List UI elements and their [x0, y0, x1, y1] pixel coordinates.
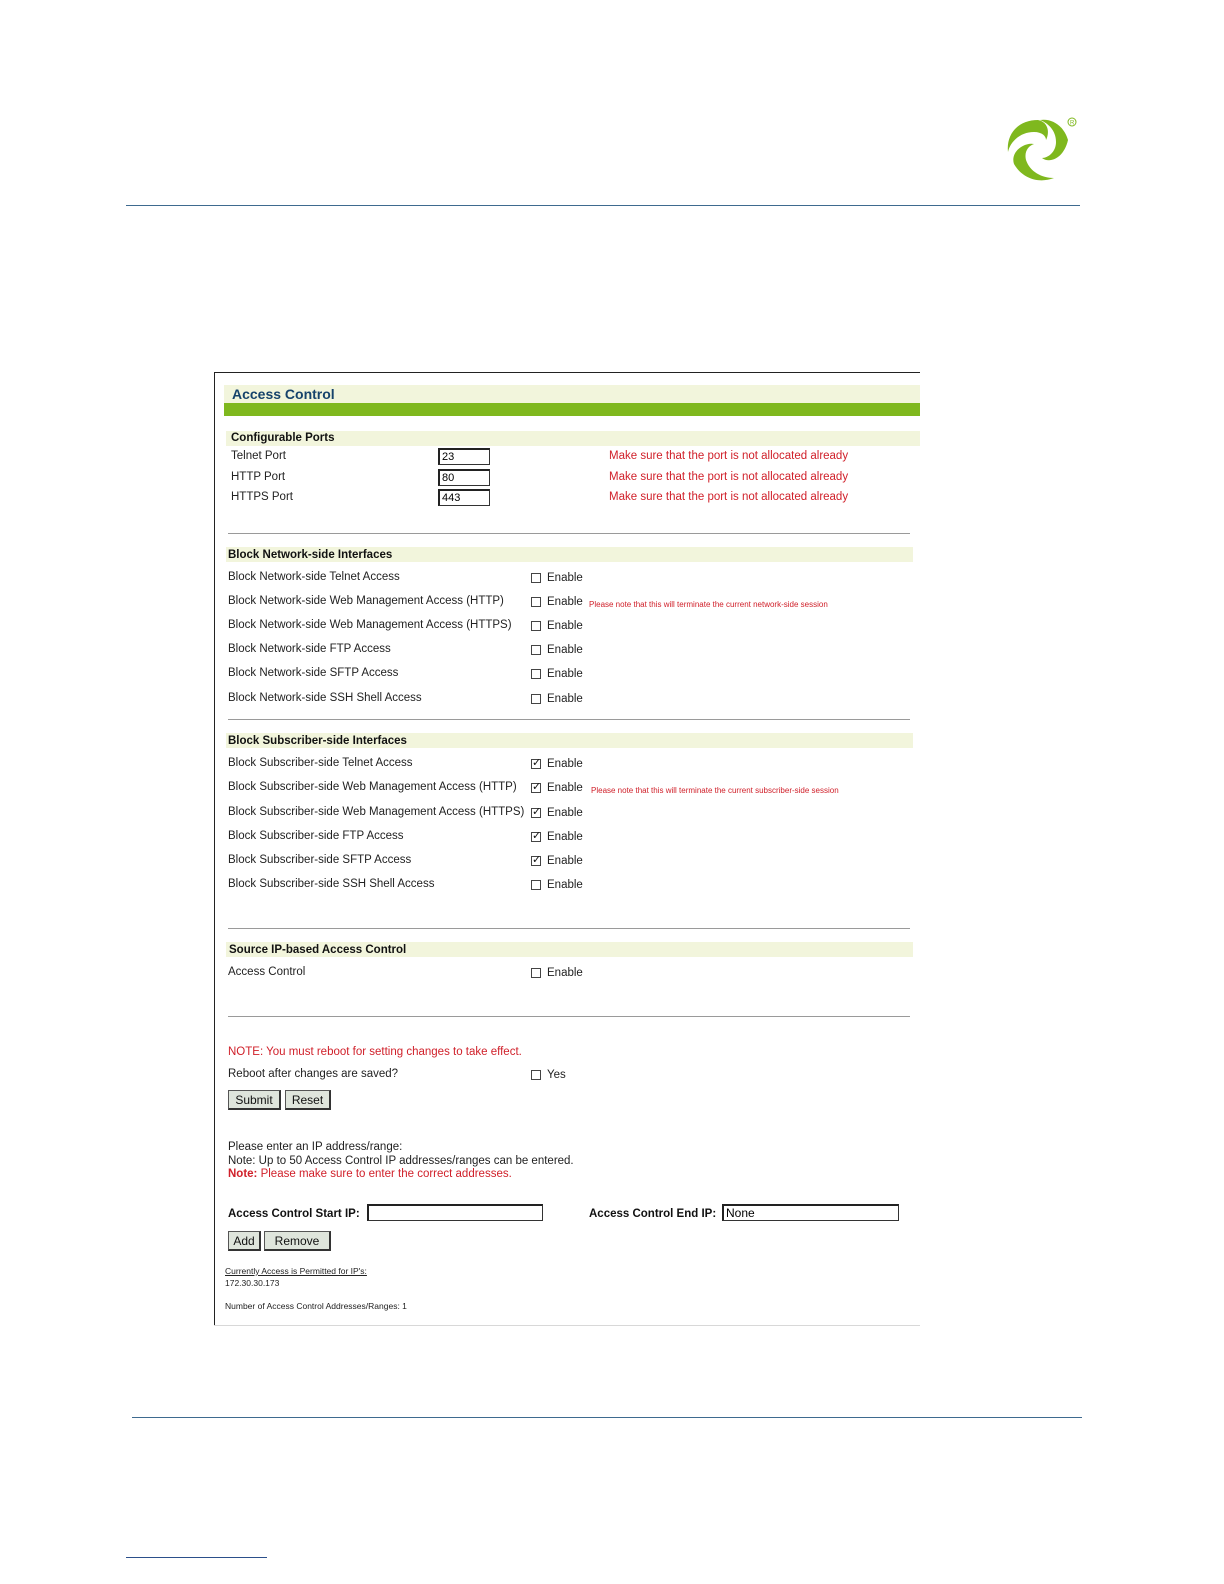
- section-heading-subscriber: Block Subscriber-side Interfaces: [228, 735, 407, 747]
- reboot-note: NOTE: You must reboot for setting changes to take effect.: [228, 1046, 522, 1058]
- net-sftp-checkbox[interactable]: [531, 669, 541, 679]
- telnet-port-input[interactable]: [438, 448, 490, 465]
- net-ftp-option: Enable: [547, 644, 583, 656]
- sub-sftp-checkbox[interactable]: [531, 856, 541, 866]
- section-divider: [228, 533, 910, 534]
- sub-https-option: Enable: [547, 807, 583, 819]
- sub-ftp-option: Enable: [547, 831, 583, 843]
- sub-http-note: Please note that this will terminate the current subscriber-side session: [591, 786, 839, 795]
- start-ip-input[interactable]: [367, 1204, 543, 1221]
- svg-text:R: R: [1070, 120, 1075, 127]
- sub-http-option: Enable: [547, 782, 583, 794]
- sub-ssh-option: Enable: [547, 879, 583, 891]
- access-control-option: Enable: [547, 967, 583, 979]
- net-telnet-option: Enable: [547, 572, 583, 584]
- section-heading-ports: Configurable Ports: [231, 432, 335, 444]
- header-rule: [126, 205, 1080, 206]
- submit-button[interactable]: Submit: [228, 1090, 281, 1110]
- ip-limit-note: Note: Up to 50 Access Control IP addresses/ranges can be entered.: [228, 1155, 574, 1167]
- net-ssh-checkbox[interactable]: [531, 694, 541, 704]
- remove-button[interactable]: Remove: [264, 1231, 331, 1251]
- net-https-option: Enable: [547, 620, 583, 632]
- title-accent-bar: [224, 403, 920, 416]
- section-divider: [228, 928, 910, 929]
- reboot-option: Yes: [547, 1069, 566, 1081]
- reboot-question: Reboot after changes are saved?: [228, 1068, 399, 1080]
- sub-sftp-label: Block Subscriber-side SFTP Access: [228, 854, 412, 866]
- net-ssh-label: Block Network-side SSH Shell Access: [228, 692, 422, 704]
- reboot-checkbox[interactable]: [531, 1070, 541, 1080]
- net-https-checkbox[interactable]: [531, 621, 541, 631]
- net-http-note: Please note that this will terminate the current network-side session: [589, 600, 828, 609]
- panel-border-bottom: [214, 1325, 920, 1326]
- net-ftp-label: Block Network-side FTP Access: [228, 643, 391, 655]
- end-ip-label: Access Control End IP:: [589, 1208, 717, 1220]
- net-http-label: Block Network-side Web Management Access (HTTP): [228, 595, 504, 607]
- permitted-heading: Currently Access is Permitted for IP's:: [225, 1266, 367, 1276]
- https-port-label: HTTPS Port: [231, 491, 293, 503]
- section-heading-network: Block Network-side Interfaces: [228, 549, 393, 561]
- swirl-logo-icon: [998, 112, 1082, 186]
- http-port-label: HTTP Port: [231, 471, 286, 483]
- panel-border-left: [214, 372, 215, 1326]
- ip-warning: [228, 1168, 512, 1180]
- sub-telnet-label: Block Subscriber-side Telnet Access: [228, 757, 413, 769]
- sub-sftp-option: Enable: [547, 855, 583, 867]
- section-divider: [228, 1016, 910, 1017]
- sub-http-checkbox[interactable]: [531, 783, 541, 793]
- footnote-rule: [126, 1557, 267, 1558]
- net-https-label: Block Network-side Web Management Access (HTTPS): [228, 619, 512, 631]
- http-port-input[interactable]: [438, 469, 490, 486]
- sub-telnet-option: Enable: [547, 758, 583, 770]
- https-port-input[interactable]: [438, 489, 490, 506]
- net-http-option: Enable: [547, 596, 583, 608]
- end-ip-input[interactable]: [722, 1204, 899, 1221]
- net-sftp-option: Enable: [547, 668, 583, 680]
- sub-ssh-checkbox[interactable]: [531, 880, 541, 890]
- sub-telnet-checkbox[interactable]: [531, 759, 541, 769]
- https-port-note: Make sure that the port is not allocated already: [609, 491, 849, 503]
- sub-ftp-checkbox[interactable]: [531, 832, 541, 842]
- start-ip-label: Access Control Start IP:: [228, 1208, 360, 1220]
- telnet-port-label: Telnet Port: [231, 450, 286, 462]
- http-port-note: Make sure that the port is not allocated already: [609, 471, 849, 483]
- net-ssh-option: Enable: [547, 693, 583, 705]
- net-ftp-checkbox[interactable]: [531, 645, 541, 655]
- footer-rule: [132, 1417, 1082, 1418]
- access-control-checkbox[interactable]: [531, 968, 541, 978]
- page-title: Access Control: [232, 386, 335, 402]
- address-count: Number of Access Control Addresses/Ranges: 1: [225, 1301, 407, 1311]
- sub-ssh-label: Block Subscriber-side SSH Shell Access: [228, 878, 435, 890]
- sub-https-label: Block Subscriber-side Web Management Access (HTTPS): [228, 806, 525, 818]
- access-control-panel: [214, 372, 920, 1326]
- net-telnet-label: Block Network-side Telnet Access: [228, 571, 400, 583]
- access-control-label: Access Control: [228, 966, 306, 978]
- ip-warning-prefix: Note:: [228, 1168, 258, 1180]
- section-heading-source-ip: Source IP-based Access Control: [229, 944, 407, 956]
- net-http-checkbox[interactable]: [531, 597, 541, 607]
- sub-https-checkbox[interactable]: [531, 808, 541, 818]
- reset-button[interactable]: Reset: [285, 1090, 331, 1110]
- net-sftp-label: Block Network-side SFTP Access: [228, 667, 399, 679]
- telnet-port-note: Make sure that the port is not allocated already: [609, 450, 849, 462]
- section-divider: [228, 719, 910, 720]
- sub-http-label: Block Subscriber-side Web Management Access (HTTP): [228, 781, 517, 793]
- permitted-ip: 172.30.30.173: [225, 1278, 280, 1288]
- sub-ftp-label: Block Subscriber-side FTP Access: [228, 830, 404, 842]
- panel-border-top: [214, 372, 920, 373]
- ip-warning-text: Please make sure to enter the correct addresses.: [257, 1168, 512, 1180]
- net-telnet-checkbox[interactable]: [531, 573, 541, 583]
- add-button[interactable]: Add: [228, 1231, 261, 1251]
- ip-instruction: Please enter an IP address/range:: [228, 1141, 403, 1153]
